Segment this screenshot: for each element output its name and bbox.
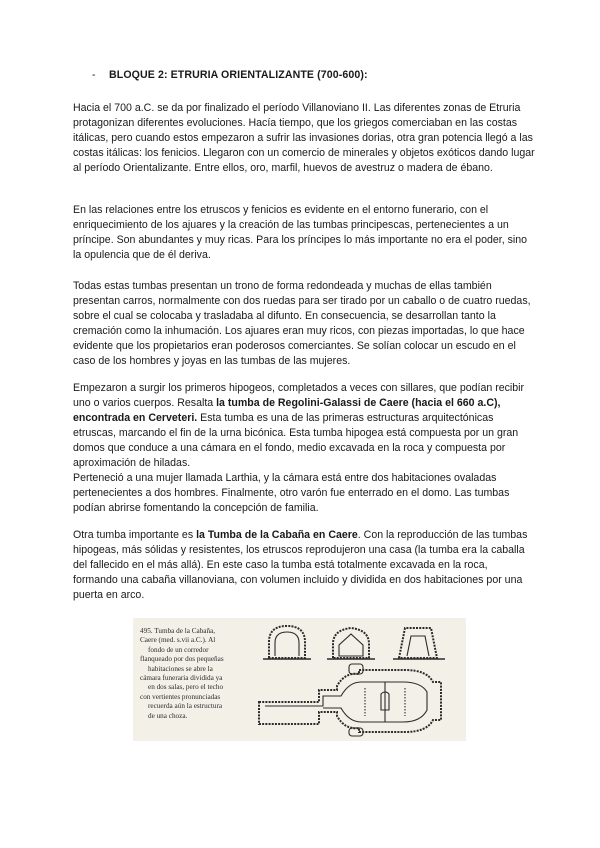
caption-line: habitaciones se abre la [148, 664, 213, 673]
cabana-text-2: . Con la reproducción de las tumbas hipogeas, más sólidas y resistentes, los etruscos reprodujeron una casa (la tumba era la caballa del fallecido en el más allá). En este caso la tumba está totalmente excavada en la roca, formando una cabaña villanoviana, con volumen incluido y dividida en dos habitaciones por una puerta en arco. [73, 529, 528, 601]
paragraph-cabana [73, 528, 535, 603]
bullet-dash: - [92, 69, 96, 81]
tomb-figure [133, 618, 466, 741]
caption-line: en dos salas, pero el techo [148, 683, 224, 692]
tomb-plan-drawing [259, 664, 441, 736]
caption-line: fondo de un corredor [148, 645, 209, 654]
cabana-text-1: Otra tumba importante es [73, 529, 197, 541]
section-vault-drawing [269, 626, 305, 658]
caption-line: Caere (med. s.vii a.C.). Al [140, 636, 216, 645]
regolini-galassi-bold: la tumba de Regolini-Galassi de Caere (hacia el 660 a.C), encontrada en Cerveteri. [73, 397, 501, 424]
paragraph-tombs: Todas estas tumbas presentan un trono de forma redondeada y muchas de ellas también presentan carros, normalmente con dos ruedas para ser tirado por un caballo o de cuatro ruedas, sobre el cual se colocaba y trasladaba al difunto. En consecuencia, se desarrollan tanto la cremación como la inhumación. Los ajuares eran muy ricos, con piezas importadas, lo que hace evidente que los propietarios eran poderosos comerciantes. Se solían colocar un escudo en el caso de los hombres y joyas en las tumbas de las mujeres. [73, 280, 531, 367]
cabana-bold: la Tumba de la Cabaña en Caere [196, 529, 358, 541]
tomb-drawing [255, 620, 463, 738]
section-heading [92, 69, 368, 81]
caption-line: con vertientes pronunciadas [140, 692, 221, 701]
caption-line: 495. Tumba de la Cabaña, [140, 627, 216, 635]
heading-text: BLOQUE 2: ETRURIA ORIENTALIZANTE (700-600): [109, 69, 368, 81]
caption-line: flanqueado por dos pequeñas [140, 655, 224, 664]
section-door-drawing [399, 628, 437, 658]
paragraph-relations: En las relaciones entre los etruscos y fenicios es evidente en el entorno funerario, con el enriquecimiento de los ajuares y la creación de las tumbas principescas, pertenecientes a un príncipe. Son abundantes y muy ricas. Para los príncipes lo más importante no era el poder, sino la opulencia que de él deriva. [73, 204, 528, 261]
paragraph-hypogeum [73, 381, 535, 516]
hypogeum-text-2: Esta tumba es una de las primeras estructuras arquitectónicas etruscas, marcando el fin de la urna bicónica. Esta tumba hipogea está compuesta por un gran domos que conduce a una cámara en el fondo, medio excavada en la roca y compuesta por aproximación de hiladas. [73, 412, 519, 469]
caption-line: de una choza. [148, 711, 188, 720]
caption-line: recuerda aún la estructura [148, 702, 223, 711]
section-gable-drawing [333, 628, 369, 658]
caption-line: cámara funeraria dividida ya [140, 674, 223, 683]
hypogeum-text-3: Perteneció a una mujer llamada Larthia, y la cámara está entre dos habitaciones ovaladas pertenecientes a dos hombres. Finalmente, otro varón fue enterrado en el domo. Las tumbas podían abrirse fomentando la concepción de familia. [73, 472, 510, 514]
figure-caption [140, 627, 255, 721]
paragraph-intro: Hacia el 700 a.C. se da por finalizado el período Villanoviano II. Las diferentes zonas de Etruria protagonizan diferentes evoluciones. Hacía tiempo, que los griegos comerciaban en las costas itálicas, pero cuando estos empezaron a sufrir las invasiones dorias, otra gran potencia llegó a las costas itálicas: los fenicios. Llegaron con un comercio de minerales y objetos exóticos dando lugar al período Orientalizante. Entre ellos, oro, marfil, huevos de avestruz o madera de ébano. [73, 102, 535, 174]
hypogeum-text-1: Empezaron a surgir los primeros hipogeos, completados a veces con sillares, que podían recibir uno o varios cuerpos. Resalta [73, 382, 525, 409]
